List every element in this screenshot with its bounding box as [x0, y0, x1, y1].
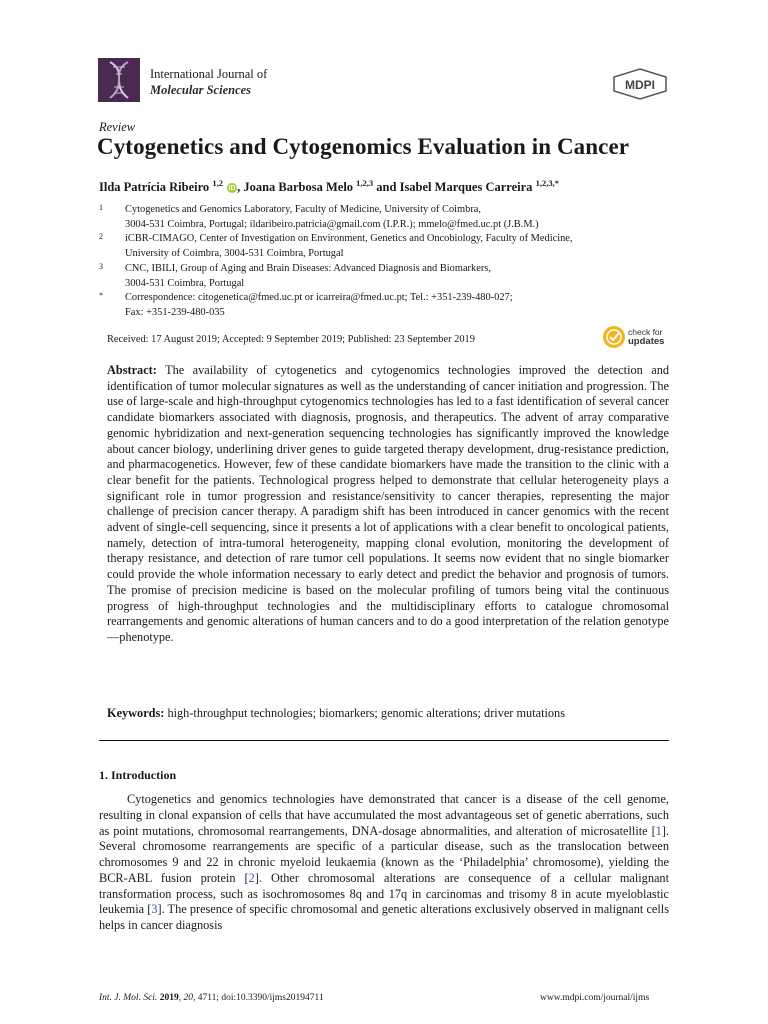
abstract-label: Abstract:	[107, 363, 157, 377]
author-affiliation: 1,2	[212, 178, 223, 188]
journal-name	[150, 66, 267, 98]
journal-name-line2: Molecular Sciences	[150, 83, 252, 97]
intro-text: ]. Several chromosome rearrangements are specific of a particular disease, such as the translocation between chromosomes 9 and 22 in chronic myeloid leukaemia (known as the ‘Philadelphia’ chromosome), yielding the BCR-ABL fusion protein [	[99, 823, 669, 885]
affiliation-number: 2	[99, 232, 103, 242]
affiliation-item	[99, 203, 679, 232]
footer-journal-abbr: Int. J. Mol. Sci.	[99, 993, 158, 1003]
affiliation-line: Correspondence: citogenetica@fmed.uc.pt or icarreira@fmed.uc.pt; Tel.: +351-239-480-027;	[125, 292, 513, 304]
author-list	[99, 178, 559, 195]
intro-text: Cytogenetics and genomics technologies have demonstrated that cancer is a disease of the cell genome, resulting in clonal expansion of cells that have accumulated the most advantageous set of genetic aberrations, such as point mutations, chromosomal rearrangements, DNA-dosage abnormalities, and alteration of microsatellite [	[99, 792, 669, 838]
affiliation-item	[99, 262, 679, 291]
affiliation-line: 3004-531 Coimbra, Portugal; ildaribeiro.patricia@gmail.com (I.P.R.); mmelo@fmed.uc.pt (J.B.M.)	[125, 218, 539, 230]
affiliation-item	[99, 232, 679, 261]
correspondence	[99, 291, 679, 320]
journal-name-line1: International Journal of	[150, 67, 268, 81]
affiliations	[99, 203, 679, 321]
mdpi-logo-icon	[612, 68, 668, 100]
affiliation-line: Cytogenetics and Genomics Laboratory, Faculty of Medicine, University of Coimbra,	[125, 204, 481, 215]
intro-text: ]. The presence of specific chromosomal and genetic alterations exclusively observed in malignant cells helps in cancer diagnosis	[99, 902, 669, 932]
publication-dates: Received: 17 August 2019; Accepted: 9 September 2019; Published: 23 September 2019	[107, 334, 475, 345]
check-updates-line2: updates	[628, 336, 665, 347]
mdpi-logo-text: MDPI	[625, 78, 655, 92]
author-affiliation: 1,2,3,*	[535, 178, 559, 188]
citation-link[interactable]: 3	[151, 902, 158, 917]
author-separator: ,	[237, 180, 244, 195]
affiliation-line: iCBR-CIMAGO, Center of Investigation on Environment, Genetics and Oncobiology, Faculty of Medicine,	[125, 233, 573, 245]
footer-doi: , 4711; doi:10.3390/ijms20194711	[192, 993, 324, 1003]
author-affiliation: 1,2,3	[356, 178, 374, 188]
article-type: Review	[99, 120, 136, 134]
author-name[interactable]: Isabel Marques Carreira	[399, 180, 533, 195]
introduction-paragraph	[99, 792, 669, 934]
affiliation-number: *	[99, 291, 103, 301]
check-badge-icon	[602, 325, 626, 349]
author-name[interactable]: Ilda Patrícia Ribeiro	[99, 180, 210, 195]
affiliation-line: University of Coimbra, 3004-531 Coimbra, Portugal	[125, 248, 344, 260]
affiliation-line: 3004-531 Coimbra, Portugal	[125, 277, 245, 289]
keywords-label: Keywords:	[107, 706, 165, 720]
keywords	[107, 706, 669, 721]
footer-volume: 20	[183, 993, 193, 1003]
author-name[interactable]: Joana Barbosa Melo	[243, 180, 354, 195]
check-for-updates-button[interactable]	[602, 325, 672, 351]
affiliation-number: 3	[99, 261, 103, 271]
footer-journal-url[interactable]: www.mdpi.com/journal/ijms	[540, 993, 650, 1003]
dna-helix-icon	[98, 58, 140, 102]
citation-link[interactable]: 2	[248, 870, 255, 885]
orcid-icon[interactable]: iD	[228, 184, 236, 193]
keywords-text: high-throughput technologies; biomarkers; genomic alterations; driver mutations	[167, 706, 565, 720]
author-separator: and	[373, 180, 400, 195]
section-divider	[99, 740, 669, 741]
intro-text: ]. Other chromosomal alterations are consequence of a cellular malignant transformation process, such as isochromosomes 8q and 17q in carcinomas and trisomy 8 in acute myeloblastic leukemia [	[99, 870, 670, 917]
citation-link[interactable]: 1	[655, 823, 662, 838]
abstract	[107, 363, 669, 646]
check-updates-line1: check for	[628, 327, 663, 337]
footer-year: 2019	[159, 993, 179, 1003]
affiliation-line: CNC, IBILI, Group of Aging and Brain Diseases: Advanced Diagnosis and Biomarkers,	[125, 262, 491, 274]
affiliation-number: 1	[99, 203, 103, 212]
article-title: Cytogenetics and Cytogenomics Evaluation in Cancer	[97, 134, 630, 159]
footer-citation: Int. J. Mol. Sci. 2019, 20, 4711; doi:10.3390/ijms20194711	[99, 993, 324, 1003]
abstract-text: The availability of cytogenetics and cytogenomics technologies improved the detection and identification of tumor molecular signatures as well as the understanding of cancer initiation and progression. The use of large-scale and high-throughput cytogenomics technologies has led to a fast identification of several cancer candidate biomarkers associated with diagnosis, prognosis, and therapeutics. The advent of array comparative genomic hybridization and next-generation sequencing technologies has significantly improved the knowledge about cancer biology, underlining driver genes to guide targeted therapy development, drug-resistance prediction, and pharmacogenetics. However, few of these candidate biomarkers have made the transition to the clinic with a clear benefit for the patients. Technological progress helped to demonstrate that cellular heterogeneity plays a significant role in tumor progression and resistance/sensitivity to cancer therapies, representing the major challenge of precision cancer therapy. A paradigm shift has been introduced in cancer genomics with the recent advent of single-cell sequencing, since it presents a lot of applications with a clear benefit to oncological patients, namely, detection of intra-tumoral heterogeneity, mapping clonal evolution, monitoring the development of therapy resistance, and detection of rare tumor cell populations. It seems now evident that no single biomarker could provide the whole information necessary to early detect and predict the behavior and prognosis of tumors. The promise of precision medicine is based on the molecular profiling of tumors being vital the continuous progress of high-throughput technologies and the multidisciplinary efforts to catalogue chromosomal rearrangements and genomic alterations of human cancers and to do a good interpretation of the relation genotype—phenotype.	[107, 363, 670, 644]
affiliation-line: Fax: +351-239-480-035	[125, 306, 225, 318]
section-heading: 1. Introduction	[99, 768, 177, 782]
